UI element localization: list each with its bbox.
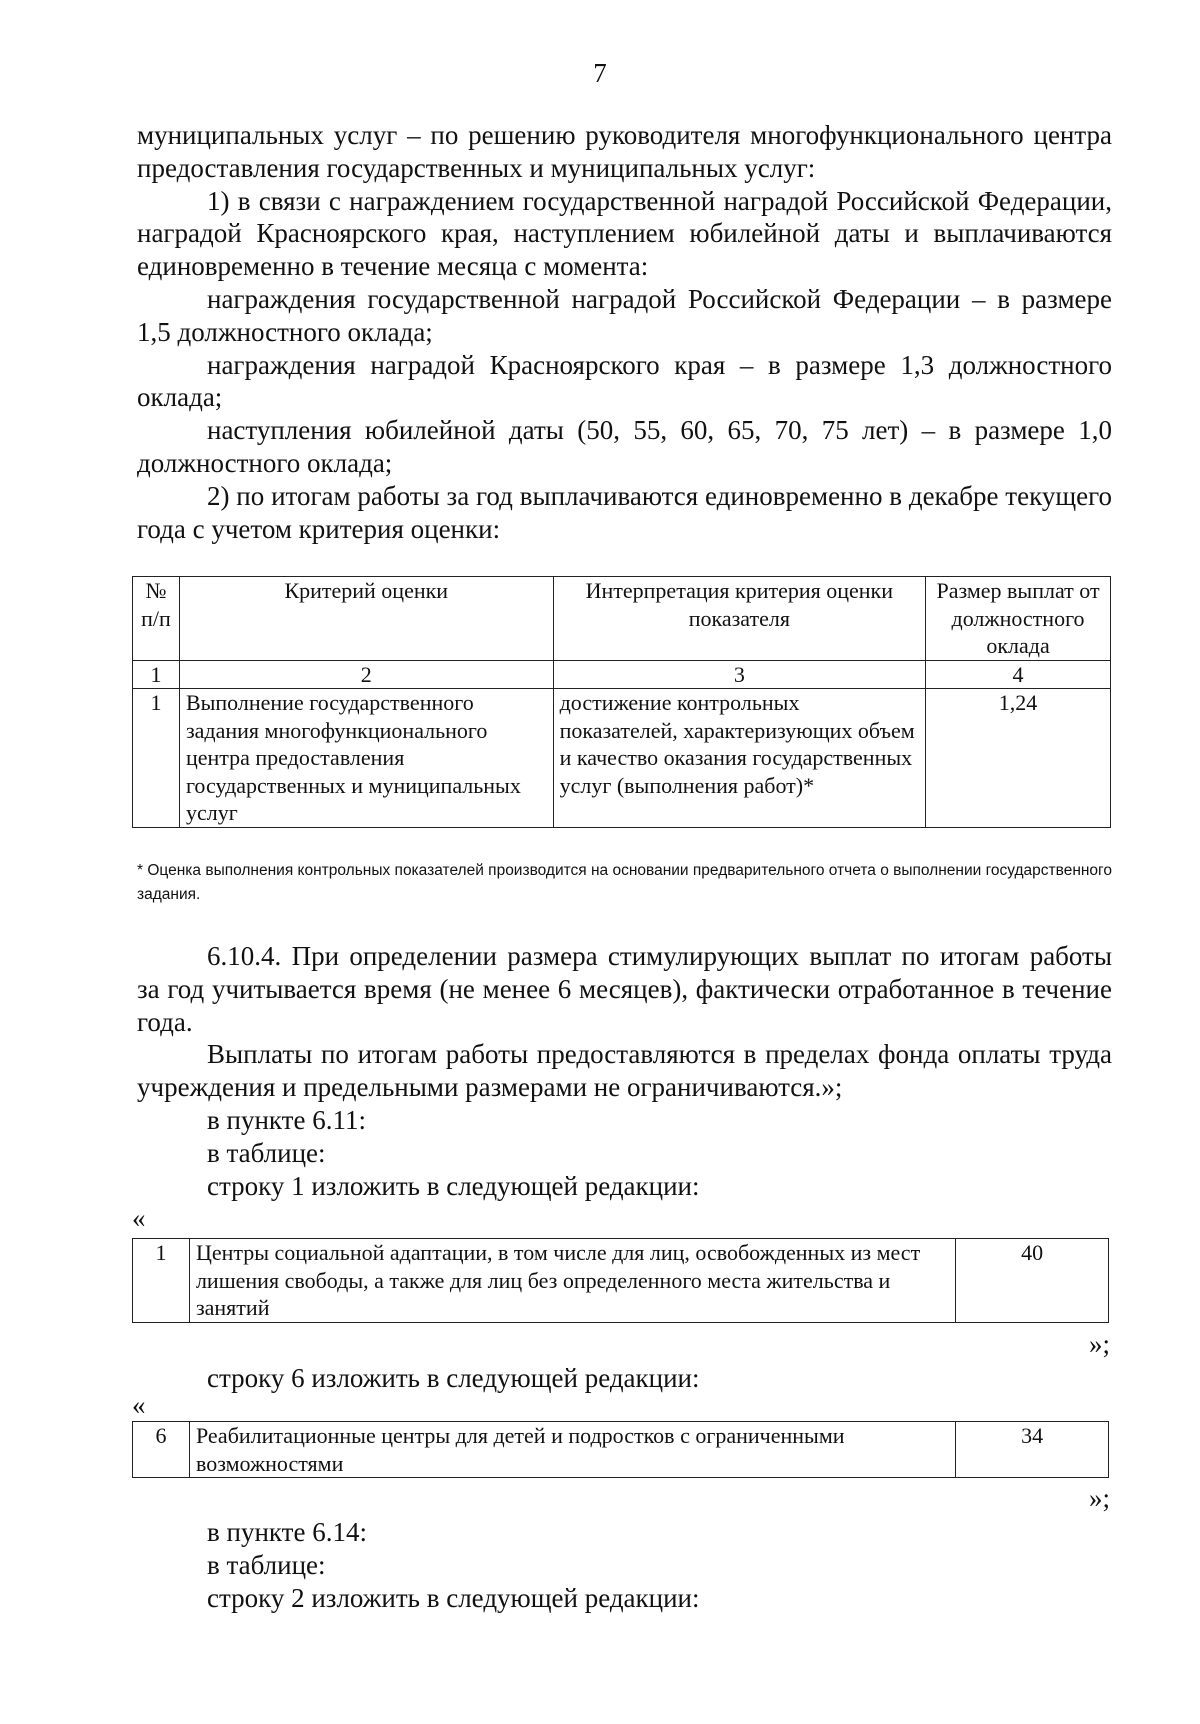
row-num: 1 [133, 1239, 190, 1323]
row-num: 6 [133, 1422, 190, 1478]
column-number: 1 [133, 660, 180, 689]
close-quote: »; [1088, 1483, 1110, 1513]
criteria-table-header [133, 577, 1111, 661]
row-6-instruction [137, 1362, 1112, 1395]
column-number: 4 [926, 660, 1111, 689]
close-quote: »; [1088, 1329, 1110, 1359]
point-6-14 [137, 1516, 1112, 1614]
row-criterion: Выполнение государственного задания многофункционального центра предоставления государственных и муниципальных услуг [179, 689, 553, 828]
row-num: 1 [133, 689, 180, 828]
row-interpretation: достижение контрольных показателей, характеризующих объем и качество оказания государственных услуг (выполнения работ)* [553, 689, 925, 828]
paragraph-3: награждения государственной наградой Российской Федерации – в размере 1,5 должностного оклада; [137, 283, 1112, 347]
column-number: 2 [179, 660, 553, 689]
header-payment: Размер выплат от должностного оклада [926, 577, 1111, 661]
table-row [133, 689, 1111, 828]
paragraph-5: наступления юбилейной даты (50, 55, 60, 65, 70, 75 лет) – в размере 1,0 должностного оклада; [137, 415, 1112, 478]
column-number: 3 [553, 660, 925, 689]
table-row [133, 1239, 1109, 1323]
page-number: 7 [593, 58, 607, 88]
paragraph-6: 2) по итогам работы за год выплачиваются единовременно в декабре текущего года с учетом критерия оценки: [137, 480, 1112, 544]
paragraph-1: муниципальных услуг – по решению руководителя многофункционального центра предоставления государственных и муниципальных услуг: [137, 120, 1112, 183]
criteria-table [132, 576, 1111, 828]
paragraph-2: 1) в связи с награждением государственной наградой Российской Федерации, наградой Красноярского края, наступлением юбилейной даты и выплачиваются единовременно в течение месяца с момента: [137, 185, 1112, 282]
line-point-6-14: в пункте 6.14: [207, 1517, 367, 1547]
row-text: Центры социальной адаптации, в том числе для лиц, освобожденных из мест лишения свободы, а также для лиц без определенного места жительства и занятий [189, 1239, 955, 1323]
row-1-table [132, 1238, 1109, 1323]
line-point-6-11: в пункте 6.11: [207, 1104, 366, 1135]
line-row-6: строку 6 изложить в следующей редакции: [207, 1363, 700, 1393]
footnote: * Оценка выполнения контрольных показателей производится на основании предварительного отчета о выполнении государственного задания. [137, 862, 1112, 903]
open-quote: « [132, 1203, 146, 1233]
intro-text [137, 119, 1112, 545]
row-payment: 1,24 [926, 689, 1111, 828]
open-quote: « [132, 1390, 146, 1420]
section-6-10-4 [137, 940, 1112, 1202]
paragraph-4: награждения наградой Красноярского края – в размере 1,3 должностного оклада; [137, 349, 1112, 413]
section-paragraph-1: 6.10.4. При определении размера стимулирующих выплат по итогам работы за год учитывается время (не менее 6 месяцев), фактически отработанное в течение года. [137, 941, 1112, 1037]
header-criterion: Критерий оценки [179, 577, 553, 661]
header-interpretation: Интерпретация критерия оценки показателя [553, 577, 925, 661]
criteria-table-column-numbers [133, 660, 1111, 689]
line-row-1: строку 1 изложить в следующей редакции: [207, 1170, 700, 1201]
section-paragraph-2: Выплаты по итогам работы предоставляются в пределах фонда оплаты труда учреждения и предельными размерами не ограничиваются.»; [137, 1039, 1112, 1103]
line-row-2: строку 2 изложить в следующей редакции: [207, 1582, 700, 1613]
row-value: 40 [956, 1239, 1109, 1323]
row-6-table [132, 1421, 1109, 1478]
row-value: 34 [956, 1422, 1109, 1478]
header-num: № п/п [133, 577, 180, 661]
row-text: Реабилитационные центры для детей и подростков с ограниченными возможностями [189, 1422, 955, 1478]
line-table: в таблице: [207, 1549, 326, 1580]
line-table: в таблице: [207, 1137, 326, 1168]
table-row [133, 1422, 1109, 1478]
